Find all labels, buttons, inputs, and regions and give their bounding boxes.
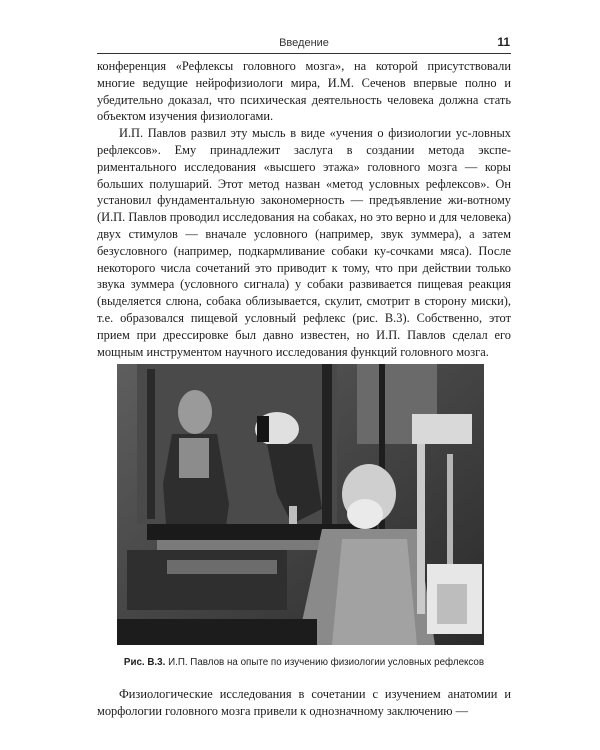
paragraph-3: Физиологические исследования в сочетании с изучением анатомии и морфологии головного мозга привели к однозначному заключению — — [97, 687, 511, 718]
header-section-title: Введение — [279, 37, 329, 49]
figure-label: Рис. В.3. — [123, 657, 166, 668]
body-text — [97, 58, 511, 360]
paragraph-1: конференция «Рефлексы головного мозга», на которой присутствовали многие ведущие нейрофизиологи мира, И.М. Сеченов впервые полно и убедительно доказал, что психическая деятельность человека должна стать объектом изучения физиологами. — [97, 59, 511, 124]
figure-caption — [97, 657, 511, 668]
figure-photo — [117, 364, 484, 645]
photo-illustration — [117, 364, 484, 645]
following-text — [97, 686, 511, 720]
paragraph-2: И.П. Павлов развил эту мысль в виде «учения о физиологии ус-ловных рефлексов». Ему принадлежит заслуга в создании метода экспе-риментального исследования «высшего этажа» головного мозга — коры больших полушарий. Этот метод назван «метод условных рефлексов». Он установил фундаментальную закономерность — предъявление жи-вотному (И.П. Павлов проводил исследования на собаках, но это верно и для человека) двух стимулов — вначале условного (например, звук зуммера), а затем безусловного (например, подкармливание собаки ку-сочками мяса). После некоторого числа сочетаний это приводит к тому, что при действии только звука зуммера (условного сигнала) у собаки развивается пищевая реакция (выделяется слюна, собака облизывается, скулит, смотрит в сторону миски), т.е. образовался пищевой условный рефлекс (рис. В.3). Собственно, этот прием при дрессировке был давно известен, но И.П. Павлов сделал его мощным инструментом научного исследования функций головного мозга. — [97, 126, 512, 359]
running-header — [97, 35, 511, 54]
figure-caption-text: И.П. Павлов на опыте по изучению физиологии условных рефлексов — [168, 657, 485, 668]
page-number: 11 — [497, 35, 510, 49]
